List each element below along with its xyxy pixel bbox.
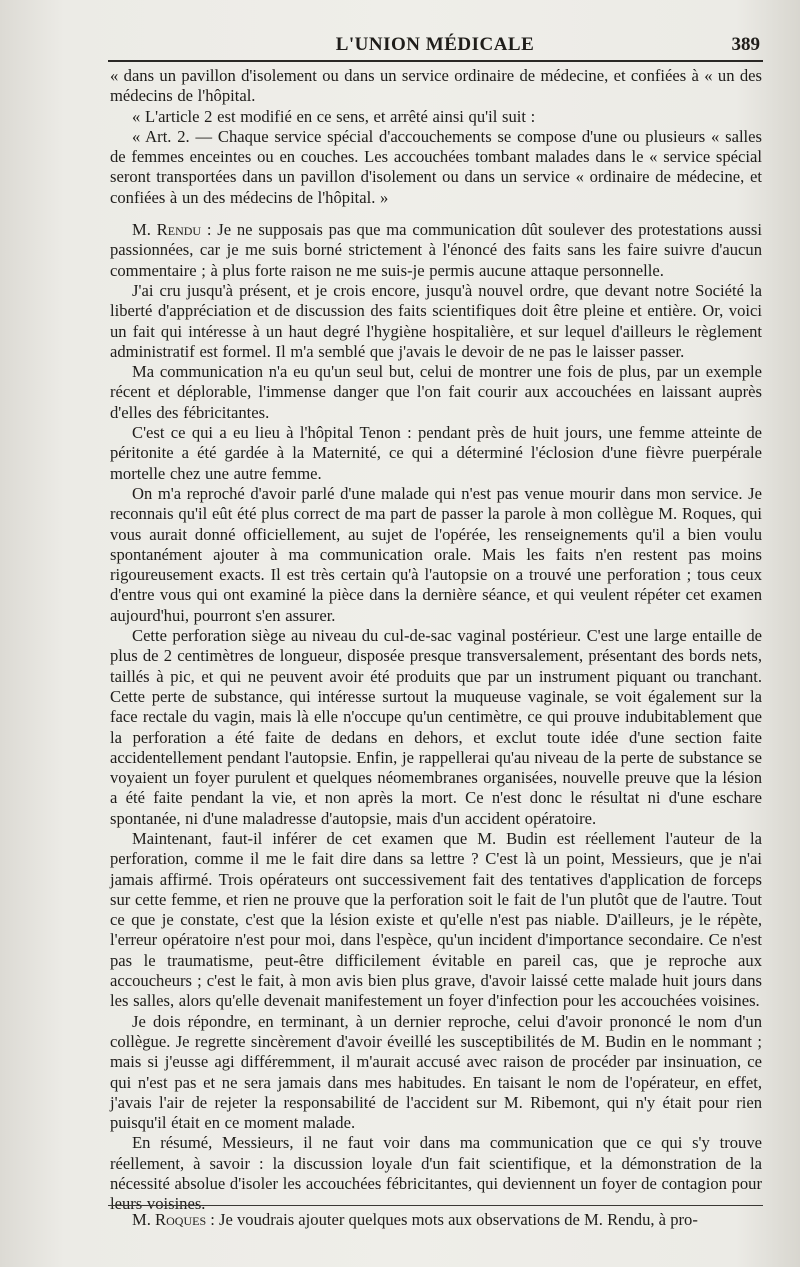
quote-paragraph: « L'article 2 est modifié en ce sens, et arrêté ainsi qu'il suit :	[132, 106, 536, 126]
quote-paragraph: « dans un pavillon d'isolement ou dans un service ordinaire de médecine, et confiées à « un des médecins de l'hôpital.	[110, 66, 762, 106]
page-number: 389	[731, 34, 760, 55]
journal-title: L'UNION MÉDICALE	[335, 34, 535, 55]
body-paragraph	[110, 1210, 762, 1230]
body-paragraph: Ma communication n'a eu qu'un seul but, celui de montrer une fois de plus, par un exemple récent et déplorable, l'immense danger que l'on fait courir aux accouchées en laissant auprès d'elles des fébricitantes.	[110, 362, 762, 422]
body-paragraph: Cette perforation siège au niveau du cul-de-sac vaginal postérieur. C'est une large entaille de plus de 2 centimètres de longueur, disposée presque transversalement, présentant des bords nets, taillés à pic, et qui ne peuvent avoir été produits que par un instrument piquant ou tranchant. Cette perte de substance, qui intéresse surtout la muqueuse vaginale, se voit également sur la face rectale du vagin, mais là elle n'occupe qu'un centimètre, ce qui prouve indubitablement que la perforation a été faite de dedans en dehors, et exclut toute idée d'une section faite accidentellement pendant l'autopsie. Enfin, je rappellerai qu'au niveau de la perte de substance se voyaient un foyer purulent et quelques néomembranes organisées, nouvelle preuve que la lésion a été faite pendant la vie, et non après la mort. Ce n'est donc le résultat ni d'une eschare spontanée, ni d'une maladresse d'autopsie, mais d'un accident opératoire.	[110, 626, 762, 828]
quote-paragraph: « Art. 2. — Chaque service spécial d'accouchements se compose d'une ou plusieurs « salles de femmes enceintes ou en couches. Les accouchées tombant malades dans le « service spécial seront transportées dans un pavillon d'isolement ou dans un service « ordinaire de médecine, et confiées à un des médecins de l'hôpital. »	[110, 126, 762, 207]
body-paragraph	[110, 220, 762, 281]
speaker-name: M. Roques	[132, 1210, 207, 1229]
body-paragraph: Je dois répondre, en terminant, à un dernier reproche, celui d'avoir prononcé le nom d'un collègue. Je regrette sincèrement d'avoir éveillé les susceptibilités de M. Budin en le nommant ; mais si j'eusse agi différemment, il m'aurait accusé avec raison de procéder par insinuation, ce qui n'est pas et ne sera jamais dans mes habitudes. En taisant le nom de l'opérateur, en effet, j'avais l'air de rejeter la responsabilité de l'accident sur M. Ribemont, qui n'y était pour rien puisqu'il était en ce moment malade.	[110, 1011, 762, 1133]
header-rule	[108, 60, 763, 62]
body-paragraph: On m'a reproché d'avoir parlé d'une malade qui n'est pas venue mourir dans mon service. Je reconnais qu'il eût été plus correct de ma part de passer la parole à mon collègue M. Roques, qui vous aurait donné officiellement, au sujet de l'opérée, les renseignements qu'il a bien voulu spontanément ajouter à ma communication orale. Mais les faits n'en restent pas moins rigoureusement exacts. Il est très certain qu'à l'autopsie on a trouvé une perforation ; tous ceux d'entre vous qui ont examiné la pièce dans la dernière séance, et qui veulent répéter cet examen aujourd'hui, pourront s'en assurer.	[110, 483, 762, 625]
speaker-name: M. Rendu	[132, 220, 202, 240]
paragraph-text: : Je voudrais ajouter quelques mots aux observations de M. Rendu, à pro-	[206, 1210, 698, 1229]
page-header	[110, 28, 760, 62]
body-paragraph: C'est ce qui a eu lieu à l'hôpital Tenon : pendant près de huit jours, une femme atteinte de péritonite a été gardée à la Maternité, ce qui a déterminé l'éclosion d'une fièvre puerpérale mortelle chez une autre femme.	[110, 423, 762, 483]
paragraph-text: : Je ne supposais pas que ma communication dût soulever des protestations aussi passionnées, car je me suis borné strictement à l'énoncé des faits sans les faire suivre d'aucun commentaire ; à plus forte raison ne me suis-je permis aucune attaque personnelle.	[110, 220, 762, 280]
body-paragraph: J'ai cru jusqu'à présent, et je crois encore, jusqu'à nouvel ordre, que devant notre Société la liberté d'appréciation et de discussion des faits scientifiques doit être pleine et entière. Or, voici un fait qui intéresse à un haut degré l'hygiène hospitalière, et sur lequel d'ailleurs le règlement administratif est formel. Il m'a semblé que j'avais le devoir de ne pas le laisser passer.	[110, 280, 762, 361]
body-text	[110, 66, 762, 1215]
body-paragraph: Maintenant, faut-il inférer de cet examen que M. Budin est réellement l'auteur de la perforation, comme il me le fait dire dans sa lettre ? C'est là un point, Messieurs, que je n'ai jamais affirmé. Trois opérateurs ont successivement fait des tentatives d'application de forceps sur cette femme, et rien ne prouve que la perforation soit le fait de l'un plutôt que de l'autre. Tout ce que je constate, c'est que la lésion existe et qu'elle n'est pas niable. D'ailleurs, je le répète, l'erreur opératoire n'est pour moi, dans l'espèce, qu'un incident d'importance secondaire. Ce n'est pas le traumatisme, peut-être difficilement évitable en pareil cas, que je reproche aux accoucheurs ; c'est le fait, à mon avis bien plus grave, d'avoir laissé cette malade huit jours dans les salles, alors qu'elle devenait manifestement un foyer d'infection pour les accouchées voisines.	[110, 828, 762, 1011]
section-divider	[108, 1205, 763, 1206]
body-paragraph: En résumé, Messieurs, il ne faut voir dans ma communication que ce qui s'y trouve réellement, à savoir : la discussion loyale d'un fait scientifique, et la démonstration de la nécessité absolue d'isoler les accouchées fébricitantes, qui deviennent un foyer de contagion pour leurs voisines.	[110, 1133, 762, 1214]
